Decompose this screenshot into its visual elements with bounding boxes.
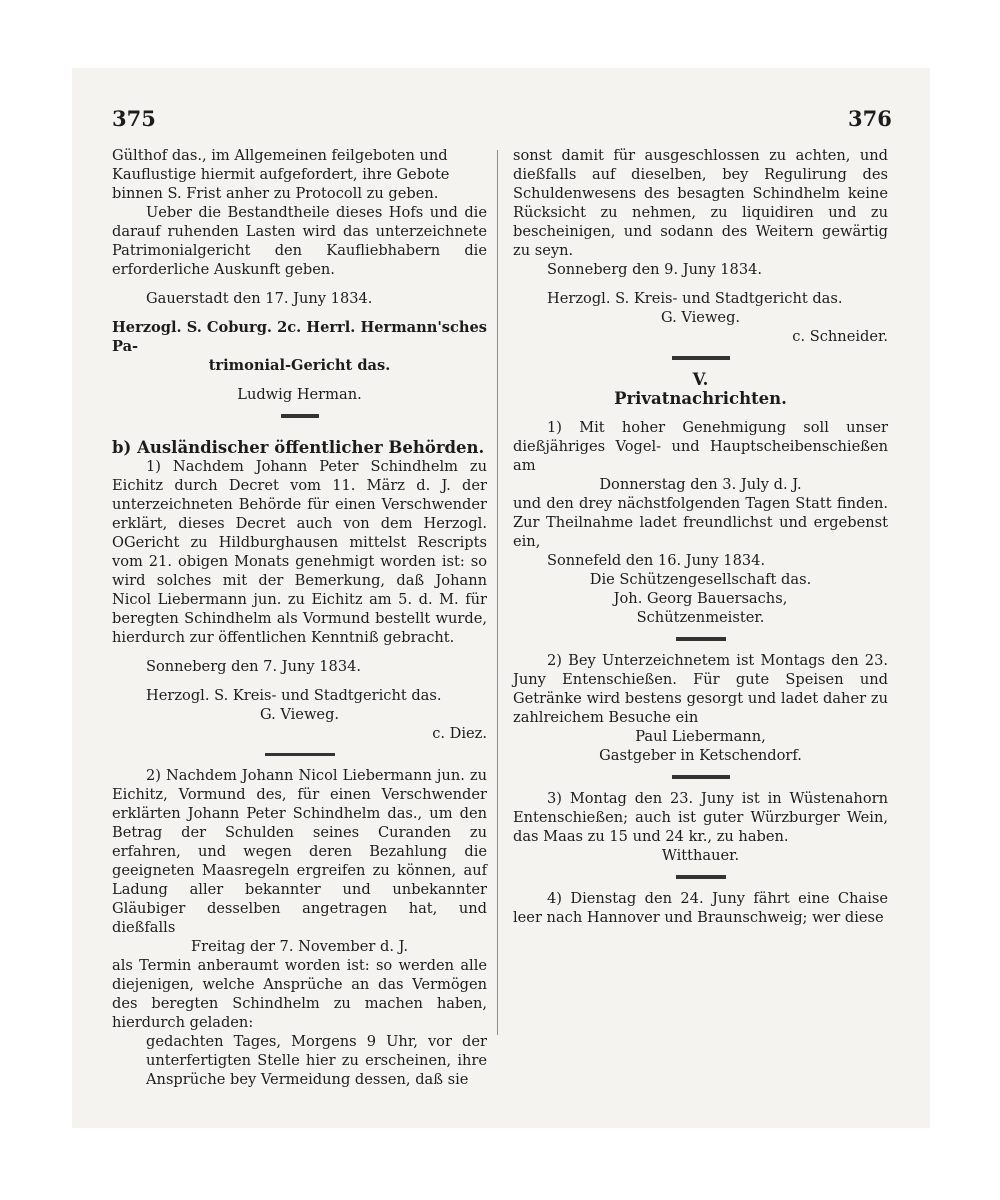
signature-name: c. Schneider. <box>792 328 888 345</box>
notice-quote: gedachten Tages, Morgens 9 Uhr, vor der unterfertigten Stelle hier zu erscheinen, ihre Ansprüche bey Vermeidung dessen, daß sie <box>146 1033 487 1088</box>
signature-name: Ludwig Herman. <box>237 386 362 403</box>
column-divider <box>497 150 498 1035</box>
signature-authority: Herzogl. S. Kreis- und Stadtgericht das. <box>547 290 843 307</box>
page-number-right: 376 <box>848 106 892 131</box>
intro-line: Gülthof das., im Allgemeinen feilgeboten und <box>112 147 448 164</box>
dateline: Gauerstadt den 17. Juny 1834. <box>146 290 373 307</box>
notice-continuation: als Termin anberaumt worden ist: so werden alle diejenigen, welche Ansprüche an das Vermögen des beregten Schindhelm zu machen haben, hierdurch geladen: <box>112 957 487 1031</box>
signature-name: Gastgeber in Ketschendorf. <box>599 747 802 764</box>
notice-item: 4) Dienstag den 24. Juny fährt eine Chaise leer nach Hannover und Braunschweig; wer diese <box>513 890 888 926</box>
left-column <box>112 146 487 1089</box>
signature-authority: Herzogl. S. Coburg. 2c. Herrl. Hermann'sches Pa- <box>112 319 488 355</box>
section-number: V. <box>692 370 709 389</box>
signature-name: Witthauer. <box>661 847 740 864</box>
dateline: Sonneberg den 7. Juny 1834. <box>146 658 362 675</box>
section-title: Privatnachrichten. <box>614 389 787 408</box>
signature-name: G. Vieweg. <box>660 309 741 326</box>
right-column <box>513 146 888 927</box>
notice-item: 3) Montag den 23. Juny ist in Wüstenahorn Entenschießen; auch ist guter Würzburger Wein, das Maas zu 15 und 24 kr., zu haben. <box>513 790 888 845</box>
signature-name: c. Diez. <box>432 725 487 742</box>
date-highlight: Donnerstag den 3. July d. J. <box>599 476 802 493</box>
signature-name: Paul Liebermann, <box>635 728 766 745</box>
signature-authority: Herzogl. S. Kreis- und Stadtgericht das. <box>146 687 442 704</box>
dateline: Sonneberg den 9. Juny 1834. <box>547 261 763 278</box>
section-heading: b) Ausländischer öffentlicher Behörden. <box>112 438 485 457</box>
signature-name: Joh. Georg Bauersachs, <box>613 590 788 607</box>
signature-authority: trimonial-Gericht das. <box>208 357 391 374</box>
notice-item: 1) Mit hoher Genehmigung soll unser dießjähriges Vogel- und Hauptscheibenschießen am <box>513 419 888 474</box>
notice-continuation: sonst damit für ausgeschlossen zu achten, und dießfalls auf dieselben, bey Regulirung des Schuldenwesens des besagten Schindhelm keine Rücksicht zu nehmen, zu liquidiren und zu bescheinigen, und sodann des Weitern gewärtig zu seyn. <box>513 147 888 259</box>
intro-line: Kauflustige hiermit aufgefordert, ihre Gebote <box>112 166 450 183</box>
signature-name: G. Vieweg. <box>259 706 340 723</box>
notice-item: 1) Nachdem Johann Peter Schindhelm zu Eichitz durch Decret vom 11. März d. J. der unterzeichneten Behörde für einen Verschwender erklärt, dieses Decret auch von dem Herzogl. OGericht zu Hildburghausen mittelst Rescripts vom 21. obigen Monats genehmigt worden ist: so wird solches mit der Bemerkung, daß Johann Nicol Liebermann jun. zu Eichitz am 5. d. M. für beregten Schindhelm als Vormund bestellt wurde, hierdurch zur öffentlichen Kenntniß gebracht. <box>112 458 487 646</box>
signature-authority: Die Schützengesellschaft das. <box>589 571 812 588</box>
signature-name: Schützenmeister. <box>636 609 765 626</box>
notice-item: 2) Nachdem Johann Nicol Liebermann jun. zu Eichitz, Vormund des, für einen Verschwender erklärten Johann Peter Schindhelm das., um den Betrag der Schulden seines Curanden zu erfahren, und wegen deren Bezahlung die geeigneten Maasregeln ergreifen zu können, auf Ladung aller bekannter und unbekannter Gläubiger desselben angetragen hat, und dießfalls <box>112 767 487 936</box>
dateline: Sonnefeld den 16. Juny 1834. <box>547 552 766 569</box>
page-number-left: 375 <box>112 106 156 131</box>
intro-line: binnen S. Frist anher zu Protocoll zu geben. <box>112 185 439 202</box>
notice-item: 2) Bey Unterzeichnetem ist Montags den 23. Juny Entenschießen. Für gute Speisen und Getränke wird bestens gesorgt und ladet daher zu zahlreichem Besuche ein <box>513 652 888 726</box>
notice-continuation: und den drey nächstfolgenden Tagen Statt finden. Zur Theilnahme ladet freundlichst und ergebenst ein, <box>513 495 888 550</box>
paragraph: Ueber die Bestandtheile dieses Hofs und die darauf ruhenden Lasten wird das unterzeichnete Patrimonialgericht den Kaufliebhabern die erforderliche Auskunft geben. <box>112 204 487 278</box>
date-highlight: Freitag der 7. November d. J. <box>191 938 408 955</box>
